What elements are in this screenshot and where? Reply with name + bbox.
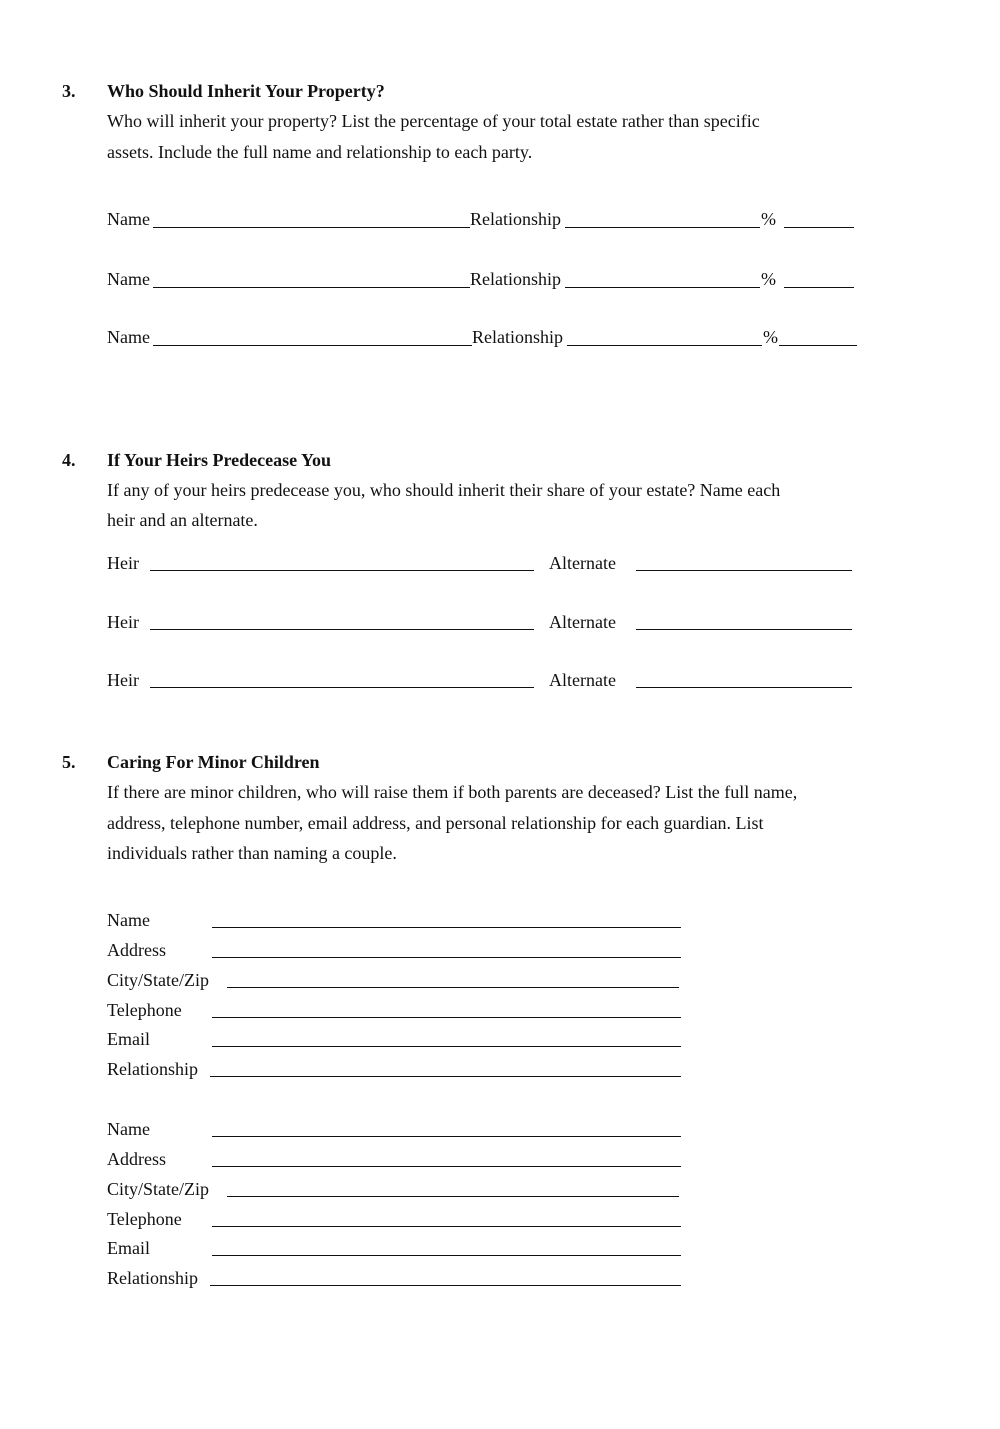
relationship-label: Relationship bbox=[470, 209, 561, 229]
guardian-telephone-label: Telephone bbox=[107, 1209, 182, 1229]
guardian-relationship-field[interactable] bbox=[210, 1285, 681, 1286]
section-3-heading: Who Should Inherit Your Property? bbox=[107, 81, 385, 101]
guardian-city-state-zip-label: City/State/Zip bbox=[107, 1179, 209, 1199]
relationship-field[interactable] bbox=[565, 227, 760, 228]
guardian-name-field[interactable] bbox=[212, 927, 681, 928]
section-5-body-line-3: individuals rather than naming a couple. bbox=[107, 843, 397, 863]
relationship-field[interactable] bbox=[567, 345, 762, 346]
alternate-label: Alternate bbox=[549, 553, 616, 573]
alternate-label: Alternate bbox=[549, 670, 616, 690]
heir-field[interactable] bbox=[150, 629, 534, 630]
percent-label: % bbox=[763, 327, 778, 347]
section-3-number: 3. bbox=[62, 81, 76, 101]
guardian-city-state-zip-field[interactable] bbox=[227, 1196, 679, 1197]
section-5-body-line-1: If there are minor children, who will raise them if both parents are deceased? List the full name, bbox=[107, 782, 798, 802]
guardian-name-label: Name bbox=[107, 910, 150, 930]
heir-label: Heir bbox=[107, 553, 139, 573]
guardian-address-field[interactable] bbox=[212, 1166, 681, 1167]
section-4-body-line-1: If any of your heirs predecease you, who should inherit their share of your estate? Name each bbox=[107, 480, 781, 500]
percent-field[interactable] bbox=[784, 227, 854, 228]
heir-field[interactable] bbox=[150, 570, 534, 571]
section-5-number: 5. bbox=[62, 752, 76, 772]
name-field[interactable] bbox=[153, 345, 472, 346]
section-4-body-line-2: heir and an alternate. bbox=[107, 510, 258, 530]
relationship-label: Relationship bbox=[470, 269, 561, 289]
heir-label: Heir bbox=[107, 670, 139, 690]
guardian-address-label: Address bbox=[107, 940, 166, 960]
section-3-body-line-1: Who will inherit your property? List the percentage of your total estate rather than specific bbox=[107, 111, 760, 131]
section-5-body-line-2: address, telephone number, email address, and personal relationship for each guardian. List bbox=[107, 813, 764, 833]
section-4-heading: If Your Heirs Predecease You bbox=[107, 450, 331, 470]
guardian-address-label: Address bbox=[107, 1149, 166, 1169]
section-3-body-line-2: assets. Include the full name and relationship to each party. bbox=[107, 142, 533, 162]
guardian-telephone-label: Telephone bbox=[107, 1000, 182, 1020]
guardian-city-state-zip-label: City/State/Zip bbox=[107, 970, 209, 990]
guardian-email-field[interactable] bbox=[212, 1046, 681, 1047]
heir-field[interactable] bbox=[150, 687, 534, 688]
guardian-relationship-field[interactable] bbox=[210, 1076, 681, 1077]
percent-label: % bbox=[761, 269, 776, 289]
percent-label: % bbox=[761, 209, 776, 229]
guardian-telephone-field[interactable] bbox=[212, 1226, 681, 1227]
section-4-number: 4. bbox=[62, 450, 76, 470]
guardian-telephone-field[interactable] bbox=[212, 1017, 681, 1018]
relationship-label: Relationship bbox=[472, 327, 563, 347]
guardian-relationship-label: Relationship bbox=[107, 1059, 198, 1079]
guardian-name-label: Name bbox=[107, 1119, 150, 1139]
section-5-heading: Caring For Minor Children bbox=[107, 752, 320, 772]
percent-field[interactable] bbox=[779, 345, 857, 346]
alternate-label: Alternate bbox=[549, 612, 616, 632]
alternate-field[interactable] bbox=[636, 570, 852, 571]
name-label: Name bbox=[107, 327, 150, 347]
alternate-field[interactable] bbox=[636, 629, 852, 630]
guardian-address-field[interactable] bbox=[212, 957, 681, 958]
guardian-name-field[interactable] bbox=[212, 1136, 681, 1137]
relationship-field[interactable] bbox=[565, 287, 760, 288]
guardian-email-field[interactable] bbox=[212, 1255, 681, 1256]
name-field[interactable] bbox=[153, 287, 470, 288]
guardian-email-label: Email bbox=[107, 1238, 150, 1258]
name-label: Name bbox=[107, 269, 150, 289]
guardian-email-label: Email bbox=[107, 1029, 150, 1049]
guardian-relationship-label: Relationship bbox=[107, 1268, 198, 1288]
heir-label: Heir bbox=[107, 612, 139, 632]
guardian-city-state-zip-field[interactable] bbox=[227, 987, 679, 988]
name-label: Name bbox=[107, 209, 150, 229]
percent-field[interactable] bbox=[784, 287, 854, 288]
name-field[interactable] bbox=[153, 227, 470, 228]
alternate-field[interactable] bbox=[636, 687, 852, 688]
